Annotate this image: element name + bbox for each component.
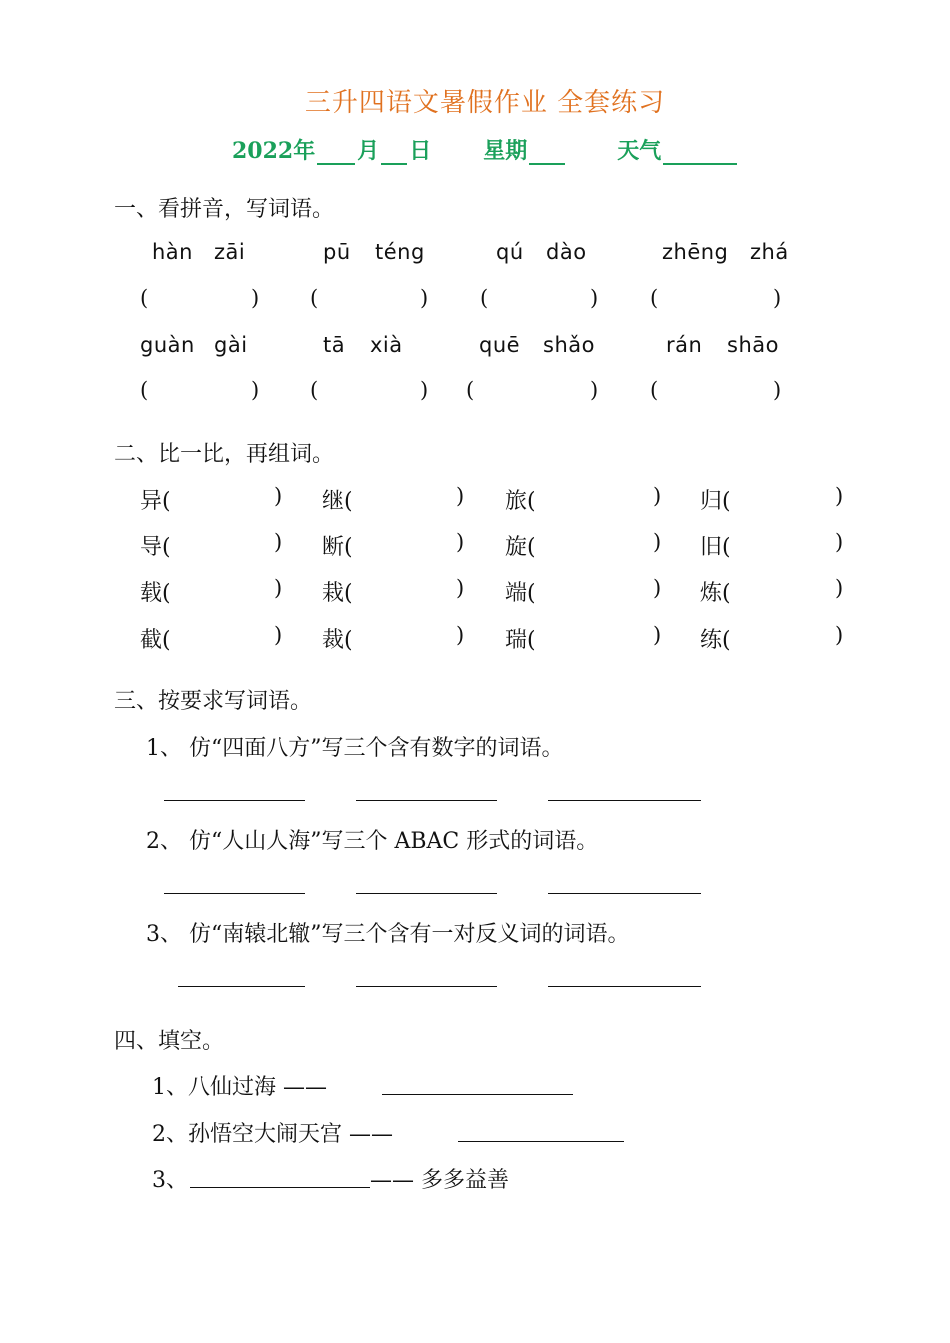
answer-line[interactable]	[164, 893, 305, 894]
pinyin-syllable: zhēng	[662, 240, 729, 264]
fill-line[interactable]	[382, 1094, 573, 1095]
pinyin-syllable: rán	[666, 333, 703, 357]
date-line	[232, 134, 739, 165]
pinyin-syllable: shāo	[727, 333, 779, 357]
compare-char: 截(	[140, 628, 171, 653]
day-blank[interactable]	[381, 141, 407, 165]
section2-heading: 二、比一比，再组词。	[114, 442, 335, 467]
pinyin-syllable: tā	[323, 333, 346, 357]
answer-line[interactable]	[164, 800, 305, 801]
pinyin-syllable: gài	[214, 333, 248, 357]
compare-char: 导(	[140, 535, 171, 560]
fill-line[interactable]	[190, 1187, 370, 1188]
month-label: 月	[357, 138, 380, 164]
weekday-label: 星期	[483, 138, 528, 164]
pinyin-syllable: hàn	[152, 240, 193, 264]
answer-line[interactable]	[548, 800, 701, 801]
answer-line[interactable]	[548, 893, 701, 894]
day-label: 日	[409, 138, 432, 164]
exercise-item: 1、 仿“四面八方”写三个含有数字的词语。	[146, 736, 564, 761]
compare-char: 裁(	[322, 628, 353, 653]
answer-line[interactable]	[178, 986, 305, 987]
answer-line[interactable]	[356, 893, 497, 894]
month-blank[interactable]	[317, 141, 355, 165]
compare-char: 瑞(	[505, 628, 536, 653]
year-value: 2022	[232, 138, 294, 164]
compare-char: 继(	[322, 489, 353, 514]
compare-char: 炼(	[700, 581, 731, 606]
pinyin-syllable: quē	[479, 333, 521, 357]
page-title: 三升四语文暑假作业 全套练习	[304, 88, 666, 118]
answer-box[interactable]: (	[466, 378, 475, 402]
answer-box[interactable]: (	[650, 378, 659, 402]
fill-item: 1、八仙过海 ——	[152, 1075, 327, 1100]
section1-heading: 一、看拼音，写词语。	[114, 197, 335, 222]
fill-line[interactable]	[458, 1141, 624, 1142]
compare-char: 归(	[700, 489, 731, 514]
pinyin-syllable: guàn	[140, 333, 195, 357]
compare-char: 异(	[140, 489, 171, 514]
compare-char: 断(	[322, 535, 353, 560]
fill-item-prefix: 3、	[152, 1168, 188, 1193]
answer-box[interactable]: (	[310, 378, 319, 402]
compare-char: 载(	[140, 581, 171, 606]
answer-line[interactable]	[356, 800, 497, 801]
pinyin-syllable: téng	[375, 240, 425, 264]
compare-char: 旅(	[505, 489, 536, 514]
compare-char: 栽(	[322, 581, 353, 606]
weekday-blank[interactable]	[529, 141, 565, 165]
year-label: 年	[293, 138, 316, 164]
answer-box[interactable]: (	[140, 378, 149, 402]
exercise-item: 3、 仿“南辕北辙”写三个含有一对反义词的词语。	[146, 922, 630, 947]
pinyin-syllable: dào	[546, 240, 587, 264]
answer-line[interactable]	[548, 986, 701, 987]
pinyin-syllable: pū	[323, 240, 351, 264]
pinyin-syllable: shǎo	[543, 333, 595, 357]
compare-char: 旧(	[700, 535, 731, 560]
pinyin-syllable: xià	[370, 333, 403, 357]
weather-label: 天气	[617, 138, 662, 164]
answer-box[interactable]: (	[480, 286, 489, 310]
section4-heading: 四、填空。	[114, 1029, 225, 1054]
section3-heading: 三、按要求写词语。	[114, 689, 313, 714]
compare-char: 练(	[700, 628, 731, 653]
exercise-item: 2、 仿“人山人海”写三个 ABAC 形式的词语。	[146, 829, 599, 854]
pinyin-syllable: qú	[496, 240, 524, 264]
answer-box[interactable]: (	[650, 286, 659, 310]
compare-char: 旋(	[505, 535, 536, 560]
weather-blank[interactable]	[663, 141, 737, 165]
pinyin-syllable: zhá	[750, 240, 789, 264]
answer-line[interactable]	[356, 986, 497, 987]
fill-item-suffix: —— 多多益善	[370, 1168, 509, 1193]
fill-item: 2、孙悟空大闹天宫 ——	[152, 1122, 393, 1147]
answer-box[interactable]: (	[310, 286, 319, 310]
pinyin-syllable: zāi	[214, 240, 246, 264]
answer-box[interactable]: (	[140, 286, 149, 310]
compare-char: 端(	[505, 581, 536, 606]
